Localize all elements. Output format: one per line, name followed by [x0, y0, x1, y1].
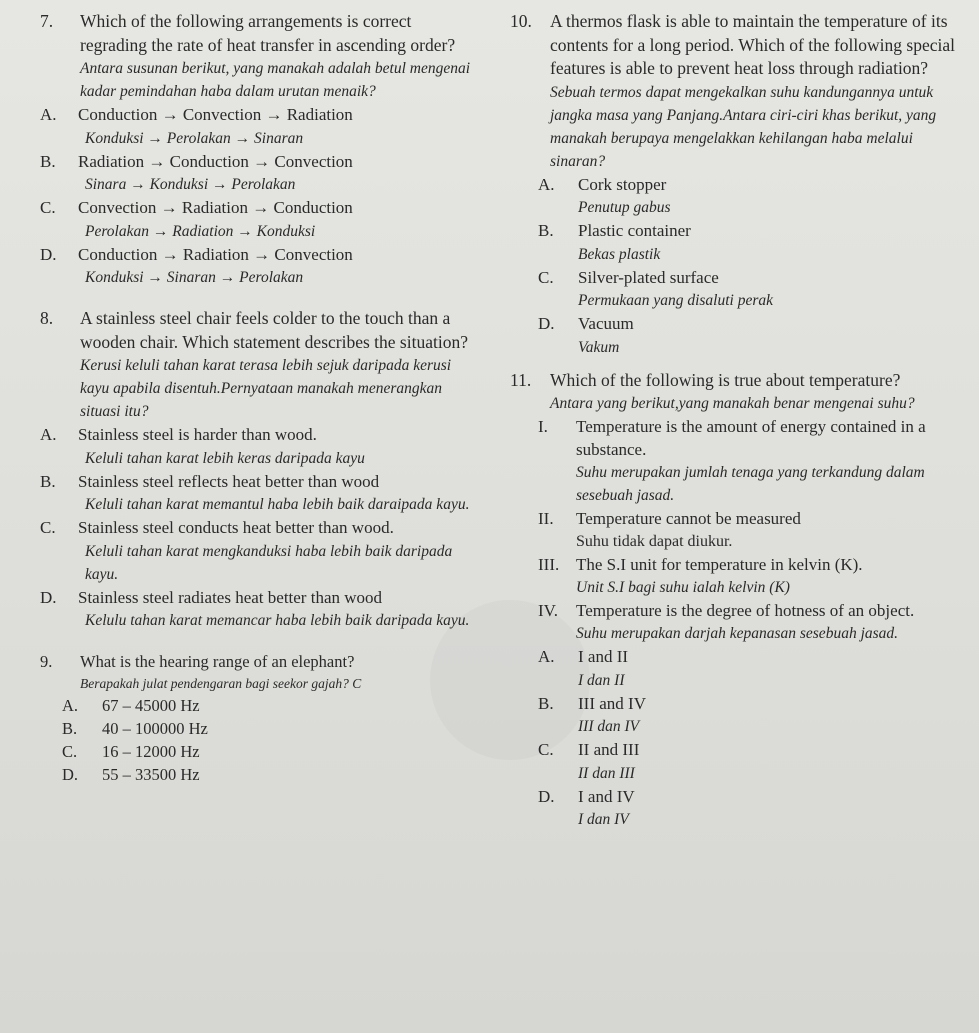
- question-number: 10.: [510, 11, 532, 31]
- question-7: [40, 10, 480, 289]
- question-number: 9.: [40, 652, 53, 671]
- statements-q11: [510, 415, 965, 645]
- option-c-ms: Keluli tahan karat mengkanduksi haba lebih baik daripada kayu.: [85, 542, 453, 583]
- question-8: [40, 307, 480, 632]
- question-text-en: A thermos flask is able to maintain the temperature of its contents for a long period. Which of the following special features is able to prevent heat loss through radiation?: [550, 11, 955, 78]
- statement-iii-ms: Unit S.I bagi suhu ialah kelvin (K): [576, 579, 790, 596]
- option-d-ms: Vakum: [578, 338, 620, 356]
- option-a-ms: I dan II: [578, 671, 625, 689]
- option-d[interactable]: D. Stainless steel radiates heat better than wood: [40, 587, 383, 607]
- option-d[interactable]: D. Conduction → Radiation → Convection: [40, 244, 353, 264]
- option-a-ms: Penutup gabus: [578, 199, 671, 216]
- question-9: [40, 650, 480, 786]
- option-d-ms: I dan IV: [578, 811, 629, 828]
- statement-iii: III. The S.I unit for temperature in kelvin (K).: [538, 555, 863, 574]
- option-c[interactable]: C. Silver-plated surface: [538, 267, 719, 287]
- statement-i-ms: Suhu merupakan jumlah tenaga yang terkandung dalam sesebuah jasad.: [576, 464, 925, 504]
- question-text-ms: Sebuah termos dapat mengekalkan suhu kandungannya untuk jangka masa yang Panjang.Antara ciri-ciri khas berikut, yang manakah berupaya mengelakkan kehilangan haba melalui sinaran?: [550, 83, 937, 170]
- option-a[interactable]: A. Stainless steel is harder than wood.: [40, 425, 317, 444]
- question-text-en: Which of the following is true about temperature?: [550, 369, 901, 390]
- options-q7: [40, 103, 480, 289]
- option-b-ms: Keluli tahan karat memantul haba lebih baik daraipada kayu.: [85, 496, 470, 513]
- options-q9: [40, 694, 480, 786]
- option-b-ms: Bekas plastik: [578, 245, 661, 263]
- option-a[interactable]: A. I and II: [538, 647, 629, 666]
- option-c-ms: Permukaan yang disaluti perak: [578, 292, 774, 309]
- left-column: [40, 10, 480, 786]
- option-c-ms: II dan III: [578, 764, 635, 782]
- option-b[interactable]: B. Plastic container: [538, 221, 691, 240]
- option-c-ms: Perolakan → Radiation → Konduksi: [85, 222, 316, 240]
- option-a[interactable]: A. Cork stopper: [538, 174, 667, 194]
- question-text-ms: Kerusi keluli tahan karat terasa lebih sejuk daripada kerusi kayu apabila disentuh.Pernyataan manakah menerangkan situasi itu?: [80, 357, 452, 420]
- option-a-ms: Keluli tahan karat lebih keras daripada kayu: [85, 449, 365, 467]
- question-text-en: What is the hearing range of an elephant?: [80, 652, 355, 671]
- question-number: 8.: [40, 308, 54, 328]
- option-b[interactable]: B. III and IV: [538, 693, 646, 713]
- question-text-en: Which of the following arrangements is correct regrading the rate of heat transfer in ascending order?: [80, 11, 456, 55]
- options-q8: [40, 423, 480, 632]
- question-text-ms: Berapakah julat pendengaran bagi seekor gajah? C: [80, 675, 362, 691]
- option-c[interactable]: C. II and III: [538, 740, 640, 759]
- option-d[interactable]: D. I and IV: [538, 786, 635, 806]
- option-c[interactable]: C. Convection → Radiation → Conduction: [40, 198, 353, 217]
- option-c[interactable]: C. Stainless steel conducts heat better than wood.: [40, 518, 394, 537]
- option-d[interactable]: D. Vacuum: [538, 314, 634, 333]
- option-a-ms: Konduksi → Perolakan → Sinaran: [85, 129, 304, 147]
- question-text-en: A stainless steel chair feels colder to the touch than a wooden chair. Which statement describes the situation?: [80, 308, 468, 352]
- statement-i: I. Temperature is the amount of energy contained in a substance.: [538, 417, 926, 459]
- statement-ii-ms: Suhu tidak dapat diukur.: [576, 533, 733, 550]
- options-q10: [510, 173, 965, 359]
- question-text-ms: Antara susunan berikut, yang manakah adalah betul mengenai kadar pemindahan haba dalam urutan menaik?: [80, 60, 471, 100]
- option-d-ms: Kelulu tahan karat memancar haba lebih baik daripada kayu.: [85, 612, 470, 629]
- option-b-ms: III dan IV: [578, 718, 640, 735]
- option-a[interactable]: A. 67 – 45000 Hz: [62, 695, 200, 715]
- statement-iv-ms: Suhu merupakan darjah kepanasan sesebuah jasad.: [576, 625, 899, 642]
- option-d[interactable]: D. 55 – 33500 Hz: [62, 764, 200, 784]
- option-a[interactable]: A. Conduction → Convection → Radiation: [40, 105, 353, 124]
- question-number: 11.: [510, 369, 532, 390]
- question-number: 7.: [40, 11, 54, 31]
- option-b[interactable]: B. Stainless steel reflects heat better than wood: [40, 471, 380, 491]
- statement-iv: IV. Temperature is the degree of hotness of an object.: [538, 601, 915, 620]
- question-10: [510, 10, 965, 359]
- right-column: [510, 10, 965, 831]
- option-b-ms: Sinara → Konduksi → Perolakan: [85, 176, 296, 193]
- option-c[interactable]: C. 16 – 12000 Hz: [62, 741, 200, 761]
- option-d-ms: Konduksi → Sinaran → Perolakan: [85, 269, 304, 286]
- question-text-ms: Antara yang berikut,yang manakah benar mengenai suhu?: [550, 395, 915, 412]
- option-b[interactable]: B. Radiation → Conduction → Convection: [40, 151, 353, 171]
- statement-ii: II. Temperature cannot be measured: [538, 509, 801, 528]
- option-b[interactable]: B. 40 – 100000 Hz: [62, 718, 208, 738]
- question-11: [510, 369, 965, 832]
- options-q11: [510, 645, 965, 831]
